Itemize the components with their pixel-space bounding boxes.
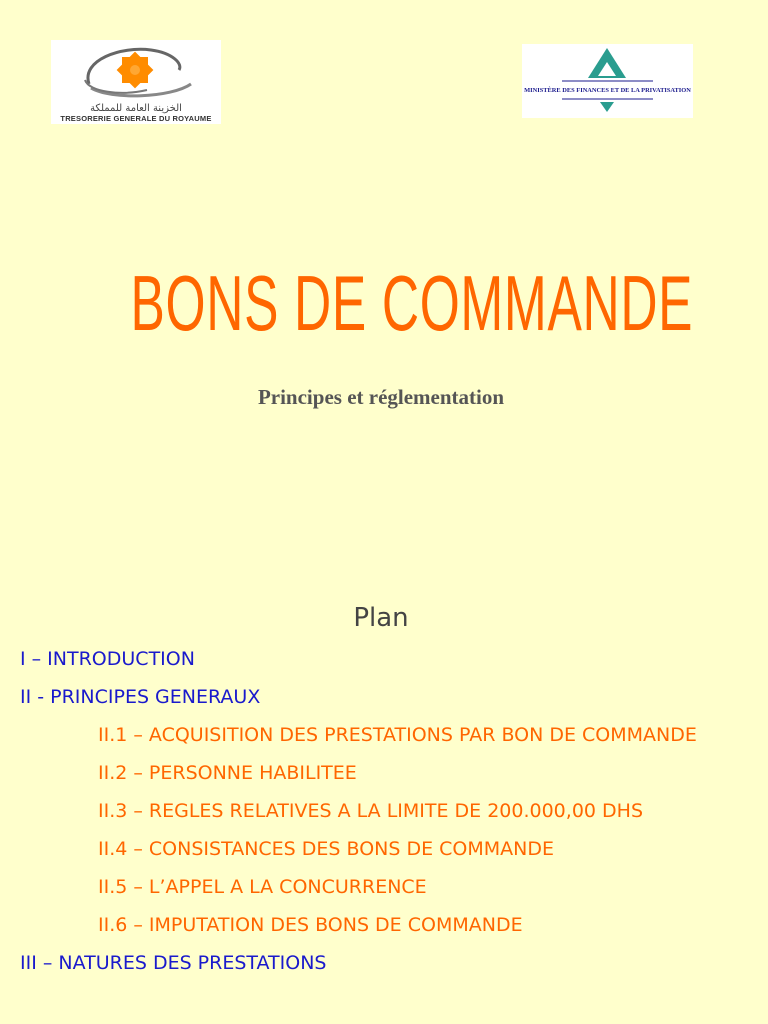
plan-list <box>20 646 740 976</box>
ministere-finances-logo <box>522 44 693 118</box>
page-subtitle: Principes et réglementation <box>257 385 505 409</box>
plan-item-appel-concurrence: II.5 – L’APPEL A LA CONCURRENCE <box>98 876 427 898</box>
tresorerie-generale-logo <box>51 40 221 124</box>
plan-item-imputation: II.6 – IMPUTATION DES BONS DE COMMANDE <box>98 914 523 936</box>
plan-item-principes-generaux: II - PRINCIPES GENERAUX <box>20 686 261 708</box>
logo-tgr-text: TRESORERIE GENERALE DU ROYAUME <box>60 114 212 123</box>
star-swoosh-icon <box>51 40 221 104</box>
plan-item-natures-prestations: III – NATURES DES PRESTATIONS <box>20 952 327 974</box>
plan-item-regles-limite: II.3 – REGLES RELATIVES A LA LIMITE DE 200.000,00 DHS <box>98 800 644 822</box>
plan-item-acquisition: II.1 – ACQUISITION DES PRESTATIONS PAR BON DE COMMANDE <box>98 724 697 746</box>
plan-heading: Plan <box>353 603 409 633</box>
logo-ministere-text: MINISTÈRE DES FINANCES ET DE LA PRIVATISATION <box>524 87 691 94</box>
plan-item-introduction: I – INTRODUCTION <box>20 648 195 670</box>
logo-arabic-text: الخزينة العامة للمملكة <box>90 103 182 114</box>
plan-item-personne-habilitee: II.2 – PERSONNE HABILITEE <box>98 762 357 784</box>
page-title: BONS DE COMMANDE <box>130 259 694 347</box>
triangle-emblem-icon <box>522 44 693 118</box>
plan-item-consistances: II.4 – CONSISTANCES DES BONS DE COMMANDE <box>98 838 555 860</box>
